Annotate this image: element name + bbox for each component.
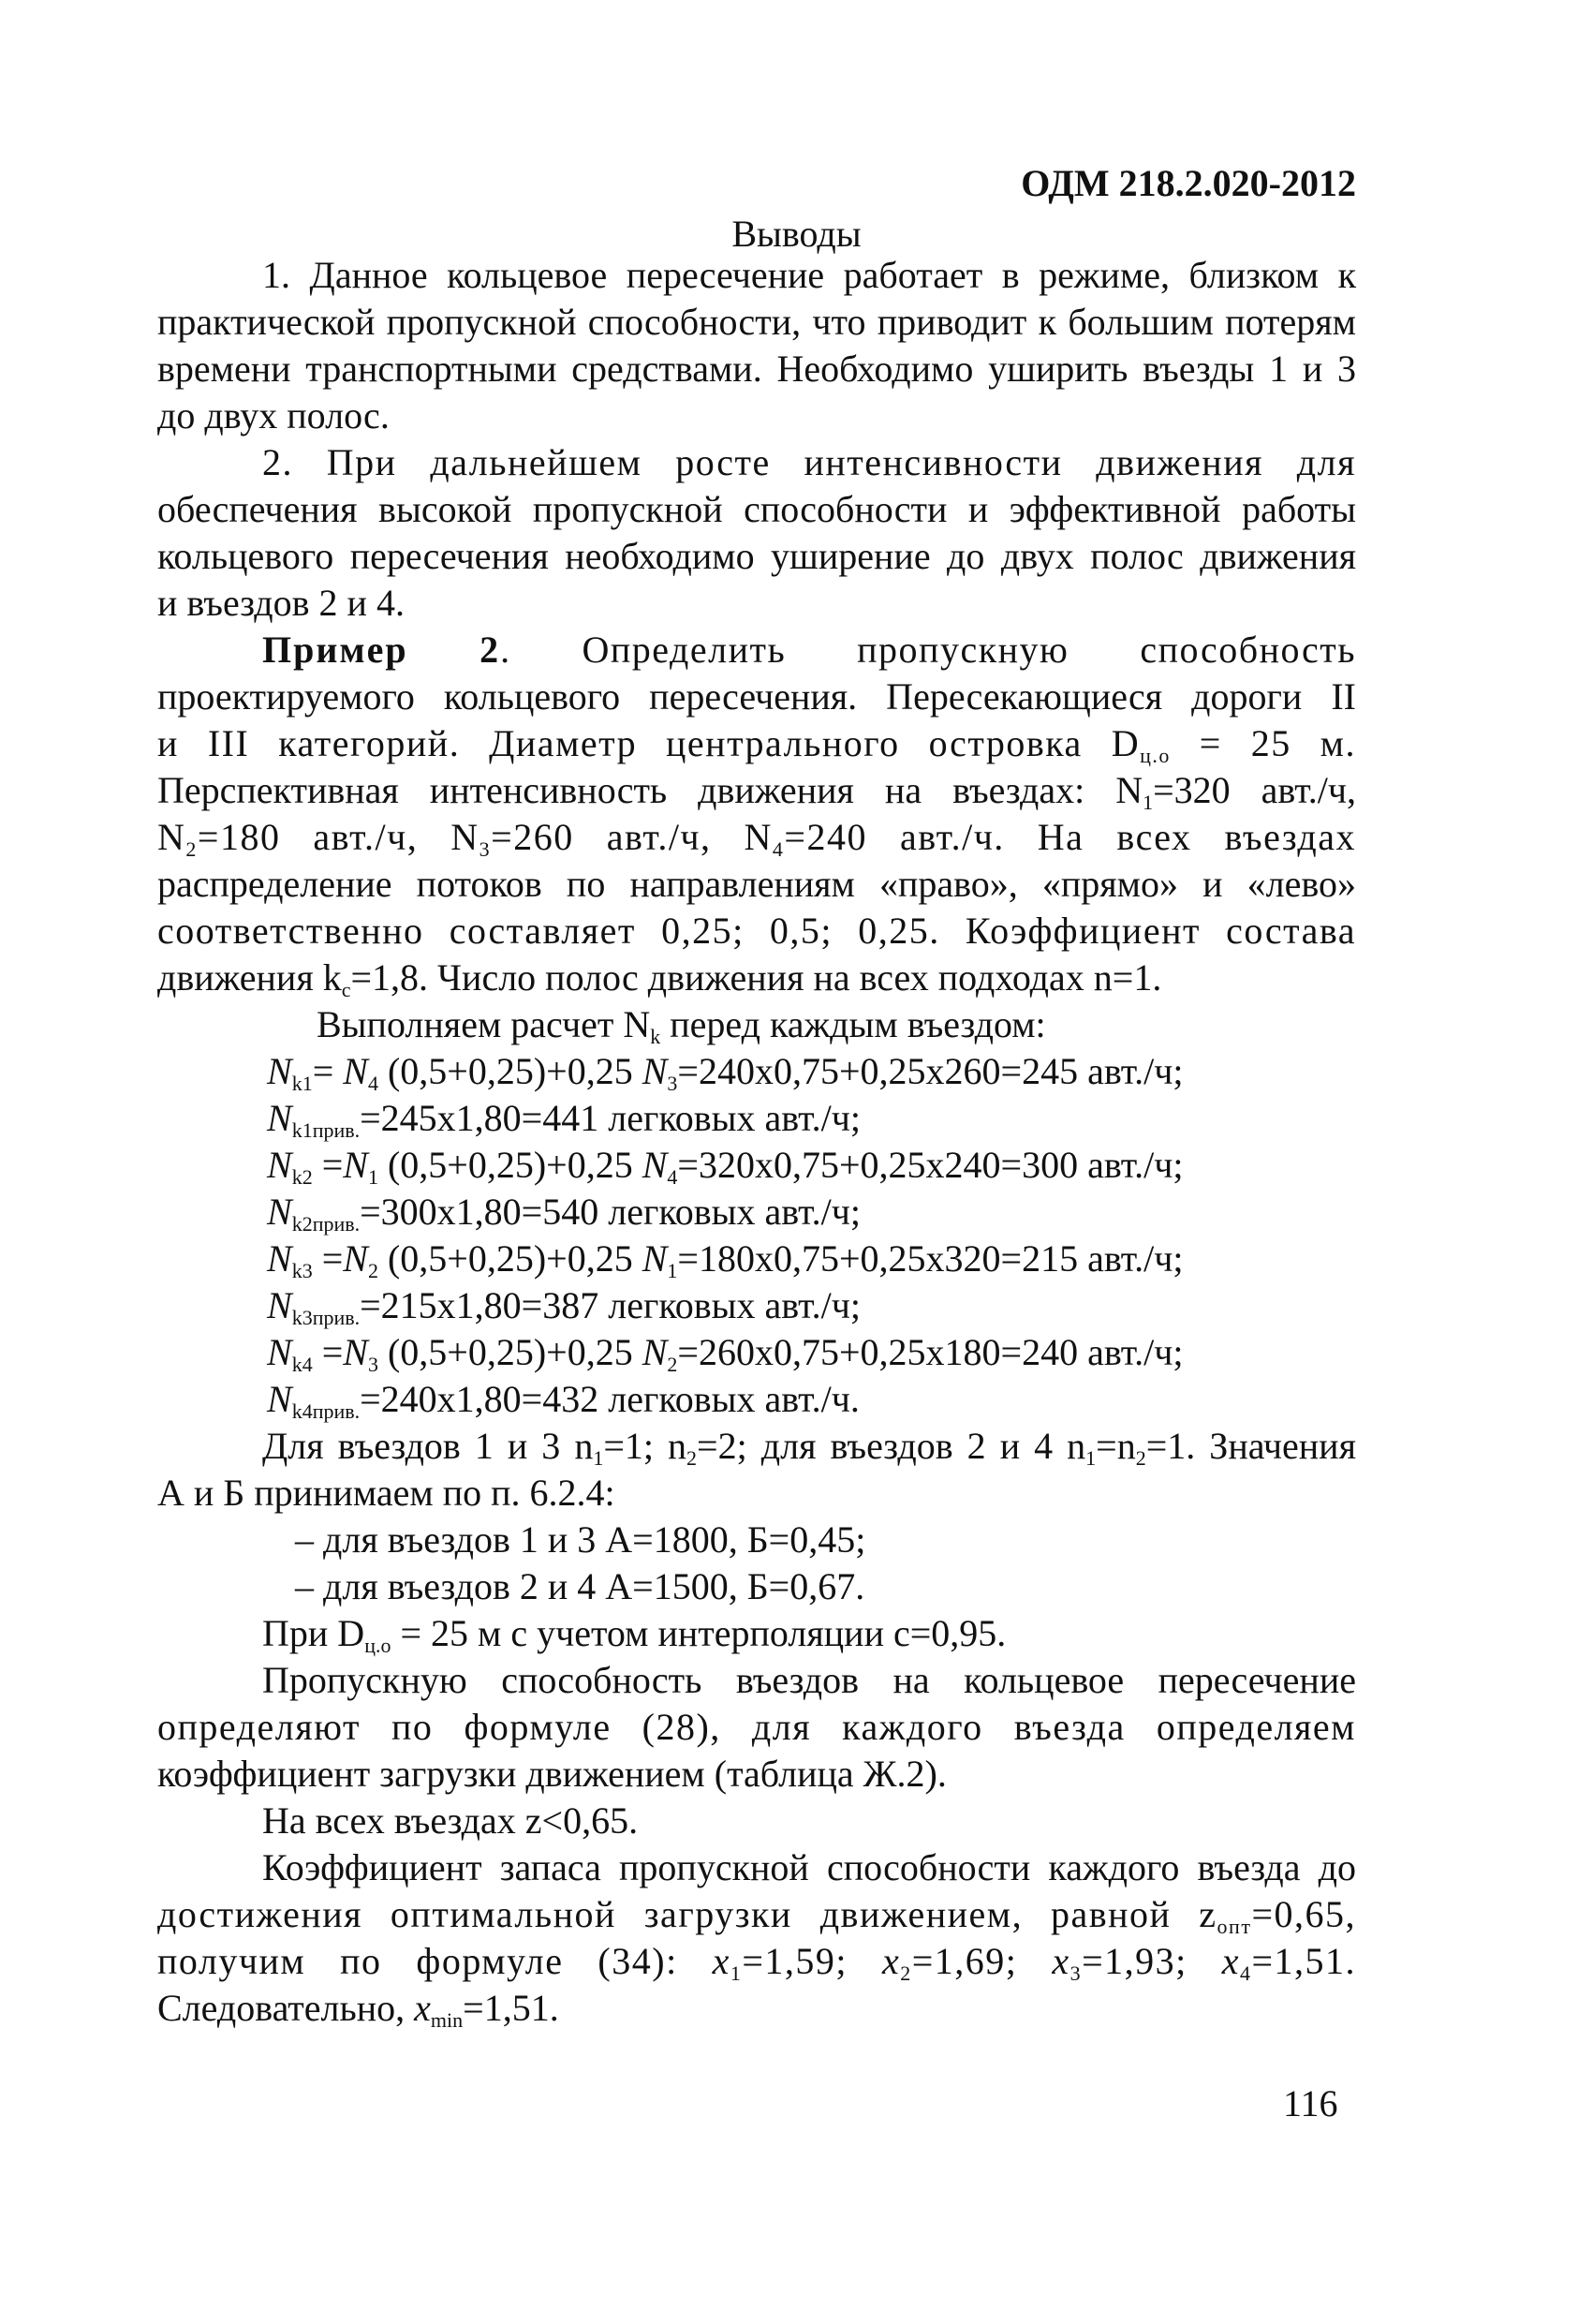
text-line: Выполняем расчет $N_k$ перед каждым въездом:	[317, 1003, 1046, 1048]
formula-line: $N_{k4прив.}=240x1,80=432$ легковых авт./ч.	[267, 1378, 860, 1423]
formula-line: $N_{k4} =N_3$ (0,5+0,25)+0,25 $N_2=260x0,75+0,25x180=240$ авт./ч;	[267, 1331, 1184, 1376]
text-line: коэффициент загрузки движением (таблица Ж.2).	[157, 1753, 947, 1795]
document-code: ОДМ 218.2.020-2012	[1021, 162, 1356, 204]
formula-line: $N_{k1}= N_4$ (0,5+0,25)+0,25 $N_3=240x0,75+0,25x260=245$ авт./ч;	[267, 1050, 1184, 1095]
text-line: получим по формуле (34): $x_1=1,59$; $x_2=1,69$; $x_3=1,93$; $x_4=1,51$.	[157, 1940, 1357, 1985]
text-line: распределение потоков по направлениям «право», «прямо» и «лево»	[157, 863, 1356, 905]
formula-line: $N_{k3} =N_2$ (0,5+0,25)+0,25 $N_1=180x0,75+0,25x320=215$ авт./ч;	[267, 1237, 1184, 1282]
text-line: обеспечения высокой пропускной способности и эффективной работы	[157, 488, 1356, 530]
text-line: Пропускную способность въездов на кольцевое пересечение	[262, 1659, 1356, 1701]
text-line: При $D_{ц.о} = 25$ м с учетом интерполяции с=0,95.	[262, 1612, 1007, 1657]
text-line: 2. При дальнейшем росте интенсивности движения для	[262, 441, 1356, 483]
text-line: 1. Данное кольцевое пересечение работает в режиме, близком к	[262, 254, 1356, 296]
section-title: Выводы	[731, 213, 862, 255]
bullet-item: – для въездов 2 и 4 А=1500, Б=0,67.	[295, 1565, 865, 1607]
text-line: времени транспортными средствами. Необходимо уширить въезды 1 и 3	[157, 348, 1356, 390]
text-line: проектируемого кольцевого пересечения. Пересекающиеся дороги II	[157, 675, 1356, 718]
example-label: Пример 2	[262, 629, 501, 671]
text-line: движения $k_с=1,8$. Число полос движения на всех подходах n=1.	[157, 956, 1162, 1001]
text-line: и въездов 2 и 4.	[157, 582, 405, 624]
text-line: $N_2=180$ авт./ч, $N_3=260$ авт./ч, $N_4=240$ авт./ч. На всех въездах	[157, 816, 1357, 861]
formula-line: $N_{k2прив.}=300x1,80=540$ легковых авт./ч;	[267, 1191, 861, 1236]
text-line: Следовательно, $x_{min}=1,51$.	[157, 1987, 559, 2032]
text-line: достижения оптимальной загрузки движением, равной $z_{опт}=0,65$,	[157, 1893, 1356, 1938]
example-line: Пример 2. Определить пропускную способность	[262, 629, 1356, 671]
text-line: А и Б принимаем по п. 6.2.4:	[157, 1472, 615, 1514]
text-line: На всех въездах z<0,65.	[262, 1799, 639, 1842]
page-number: 116	[1283, 2082, 1338, 2124]
text-line: Для въездов 1 и 3 $n_1=1$; $n_2=2$; для въездов 2 и 4 $n_1=n_2=1$. Значения	[262, 1425, 1356, 1470]
bullet-item: – для въездов 1 и 3 А=1800, Б=0,45;	[295, 1518, 866, 1561]
text-line: кольцевого пересечения необходимо уширение до двух полос движения	[157, 535, 1356, 577]
formula-line: $N_{k1прив.}=245x1,80=441$ легковых авт./ч;	[267, 1097, 861, 1142]
text-line: Перспективная интенсивность движения на въездах: $N_1=320$ авт./ч,	[157, 769, 1356, 814]
text-line: практической пропускной способности, что приводит к большим потерям	[157, 301, 1356, 343]
text-line: Коэффициент запаса пропускной способности каждого въезда до	[262, 1846, 1356, 1888]
formula-line: $N_{k3прив.}=215x1,80=387$ легковых авт./ч;	[267, 1284, 861, 1329]
formula-line: $N_{k2} =N_1$ (0,5+0,25)+0,25 $N_4=320x0,75+0,25x240=300$ авт./ч;	[267, 1144, 1184, 1189]
text-line: соответственно составляет 0,25; 0,5; 0,25. Коэффициент состава	[157, 910, 1356, 952]
text-line: и III категорий. Диаметр центрального островка $D_{ц.о} = 25$ м.	[157, 722, 1356, 767]
text-line: определяют по формуле (28), для каждого въезда определяем	[157, 1706, 1356, 1748]
text-line: до двух полос.	[157, 394, 390, 437]
